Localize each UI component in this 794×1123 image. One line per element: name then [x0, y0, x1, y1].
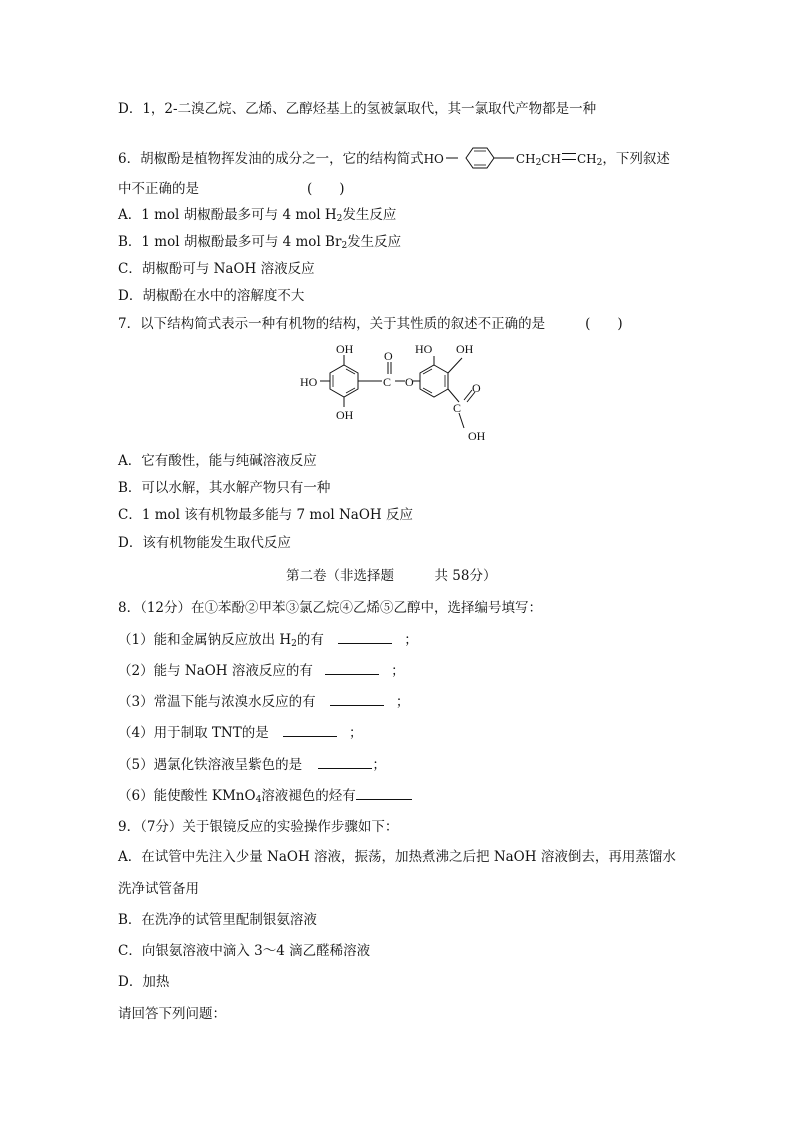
q6-option-c: C．胡椒酚可与 NaOH 溶液反应	[118, 261, 315, 277]
q6-option-a: A．1 mol 胡椒酚最多可与 4 mol $H_2$发生反应	[118, 207, 397, 224]
q8-item-3: （3）常温下能与浓溴水反应的有 ；	[118, 694, 410, 710]
q8-blank-1[interactable]	[338, 630, 392, 644]
q8-item-1: （1）能和金属钠反应放出 $H_2$的有 ；	[118, 632, 418, 649]
q7-stem: 7．以下结构简式表示一种有机物的结构，关于其性质的叙述不正确的是 ( )	[118, 316, 623, 332]
q6-formula-ch: CH	[541, 152, 561, 166]
o-ester-label: O	[405, 375, 414, 389]
q9-prompt: 请回答下列问题：	[118, 1006, 226, 1022]
q6-formula-ch2-c: $CH_2$	[576, 152, 603, 168]
q8-blank-4[interactable]	[283, 723, 337, 737]
double-bond-icon	[562, 153, 576, 160]
right-benzene-ring	[420, 365, 448, 397]
oh-top-right-label: OH	[456, 342, 474, 356]
ho-top-right-label: HO	[415, 342, 433, 356]
oh-top-left-label: OH	[336, 342, 354, 356]
q8-blank-2[interactable]	[325, 661, 379, 675]
q6-stem-before: 6．胡椒酚是植物挥发油的成分之一，它的结构简式	[118, 151, 424, 167]
q6-stem	[118, 144, 670, 172]
oh-bottom-left-label: OH	[336, 408, 354, 422]
q9-option-d: D．加热	[118, 974, 170, 990]
q9-option-a-line2: 洗净试管备用	[118, 881, 199, 897]
q6-paren: ( )	[307, 181, 345, 197]
q6-option-b: B．1 mol 胡椒酚最多可与 4 mol $Br_2$发生反应	[118, 234, 402, 251]
q5-option-d: D．1，2-二溴乙烷、乙烯、乙醇烃基上的氢被氯取代，其一氯取代产物都是一种	[118, 101, 597, 117]
o-carbonyl-label: O	[384, 349, 393, 363]
q8-item-2: （2）能与 NaOH 溶液反应的有 ；	[118, 663, 405, 679]
q8-item-6: （6）能使酸性 KMnO$_4$溶液褪色的烃有	[118, 786, 412, 809]
q6-formula-left: HO	[423, 152, 444, 166]
q7-option-d: D．该有机物能发生取代反应	[118, 535, 291, 551]
q8-stem: 8．（12分）在①苯酚②甲苯③氯乙烷④乙烯⑤乙醇中，选择编号填写：	[118, 600, 543, 616]
q7-option-b: B．可以水解，其水解产物只有一种	[118, 480, 331, 496]
q7-option-c: C．1 mol 该有机物最多能与 7 mol NaOH 反应	[118, 507, 413, 523]
o-acid-label: O	[472, 381, 481, 395]
q6-stem-after: ，下列叙述	[602, 151, 670, 167]
c-acid-label: C	[453, 401, 462, 415]
q7-structure-diagram	[296, 340, 496, 446]
left-benzene-ring	[330, 365, 358, 397]
oh-acid-label: OH	[468, 429, 486, 443]
part2-title: 第二卷（非选择题 共 58分）	[286, 568, 497, 584]
q8-blank-3[interactable]	[330, 692, 384, 706]
q7-paren: ( )	[585, 316, 623, 332]
q6-formula-ch2-a: $CH_2$	[515, 152, 542, 168]
q9-stem: 9．（7分）关于银镜反应的实验操作步骤如下：	[118, 819, 399, 835]
q9-option-a-line1: A．在试管中先注入少量 NaOH 溶液，振荡，加热煮沸之后把 NaOH 溶液倒去，再用蒸馏水	[118, 849, 676, 865]
q9-option-b: B．在洗净的试管里配制银氨溶液	[118, 912, 317, 928]
q9-option-c: C．向银氨溶液中滴入 3～4 滴乙醛稀溶液	[118, 943, 371, 959]
benzene-ring-icon	[444, 144, 516, 172]
q8-blank-6[interactable]	[356, 786, 412, 800]
q7-option-a: A．它有酸性，能与纯碱溶液反应	[118, 453, 317, 469]
q6-stem-line2: 中不正确的是 ( )	[118, 181, 345, 197]
c-ester-label: C	[383, 375, 392, 389]
q6-option-d: D．胡椒酚在水中的溶解度不大	[118, 288, 305, 304]
q8-item-5: （5）遇氯化铁溶液呈紫色的是 ；	[118, 757, 386, 773]
q8-blank-5[interactable]	[318, 755, 372, 769]
q8-item-4: （4）用于制取 TNT的是 ；	[118, 725, 363, 741]
ho-left-label: HO	[300, 375, 318, 389]
